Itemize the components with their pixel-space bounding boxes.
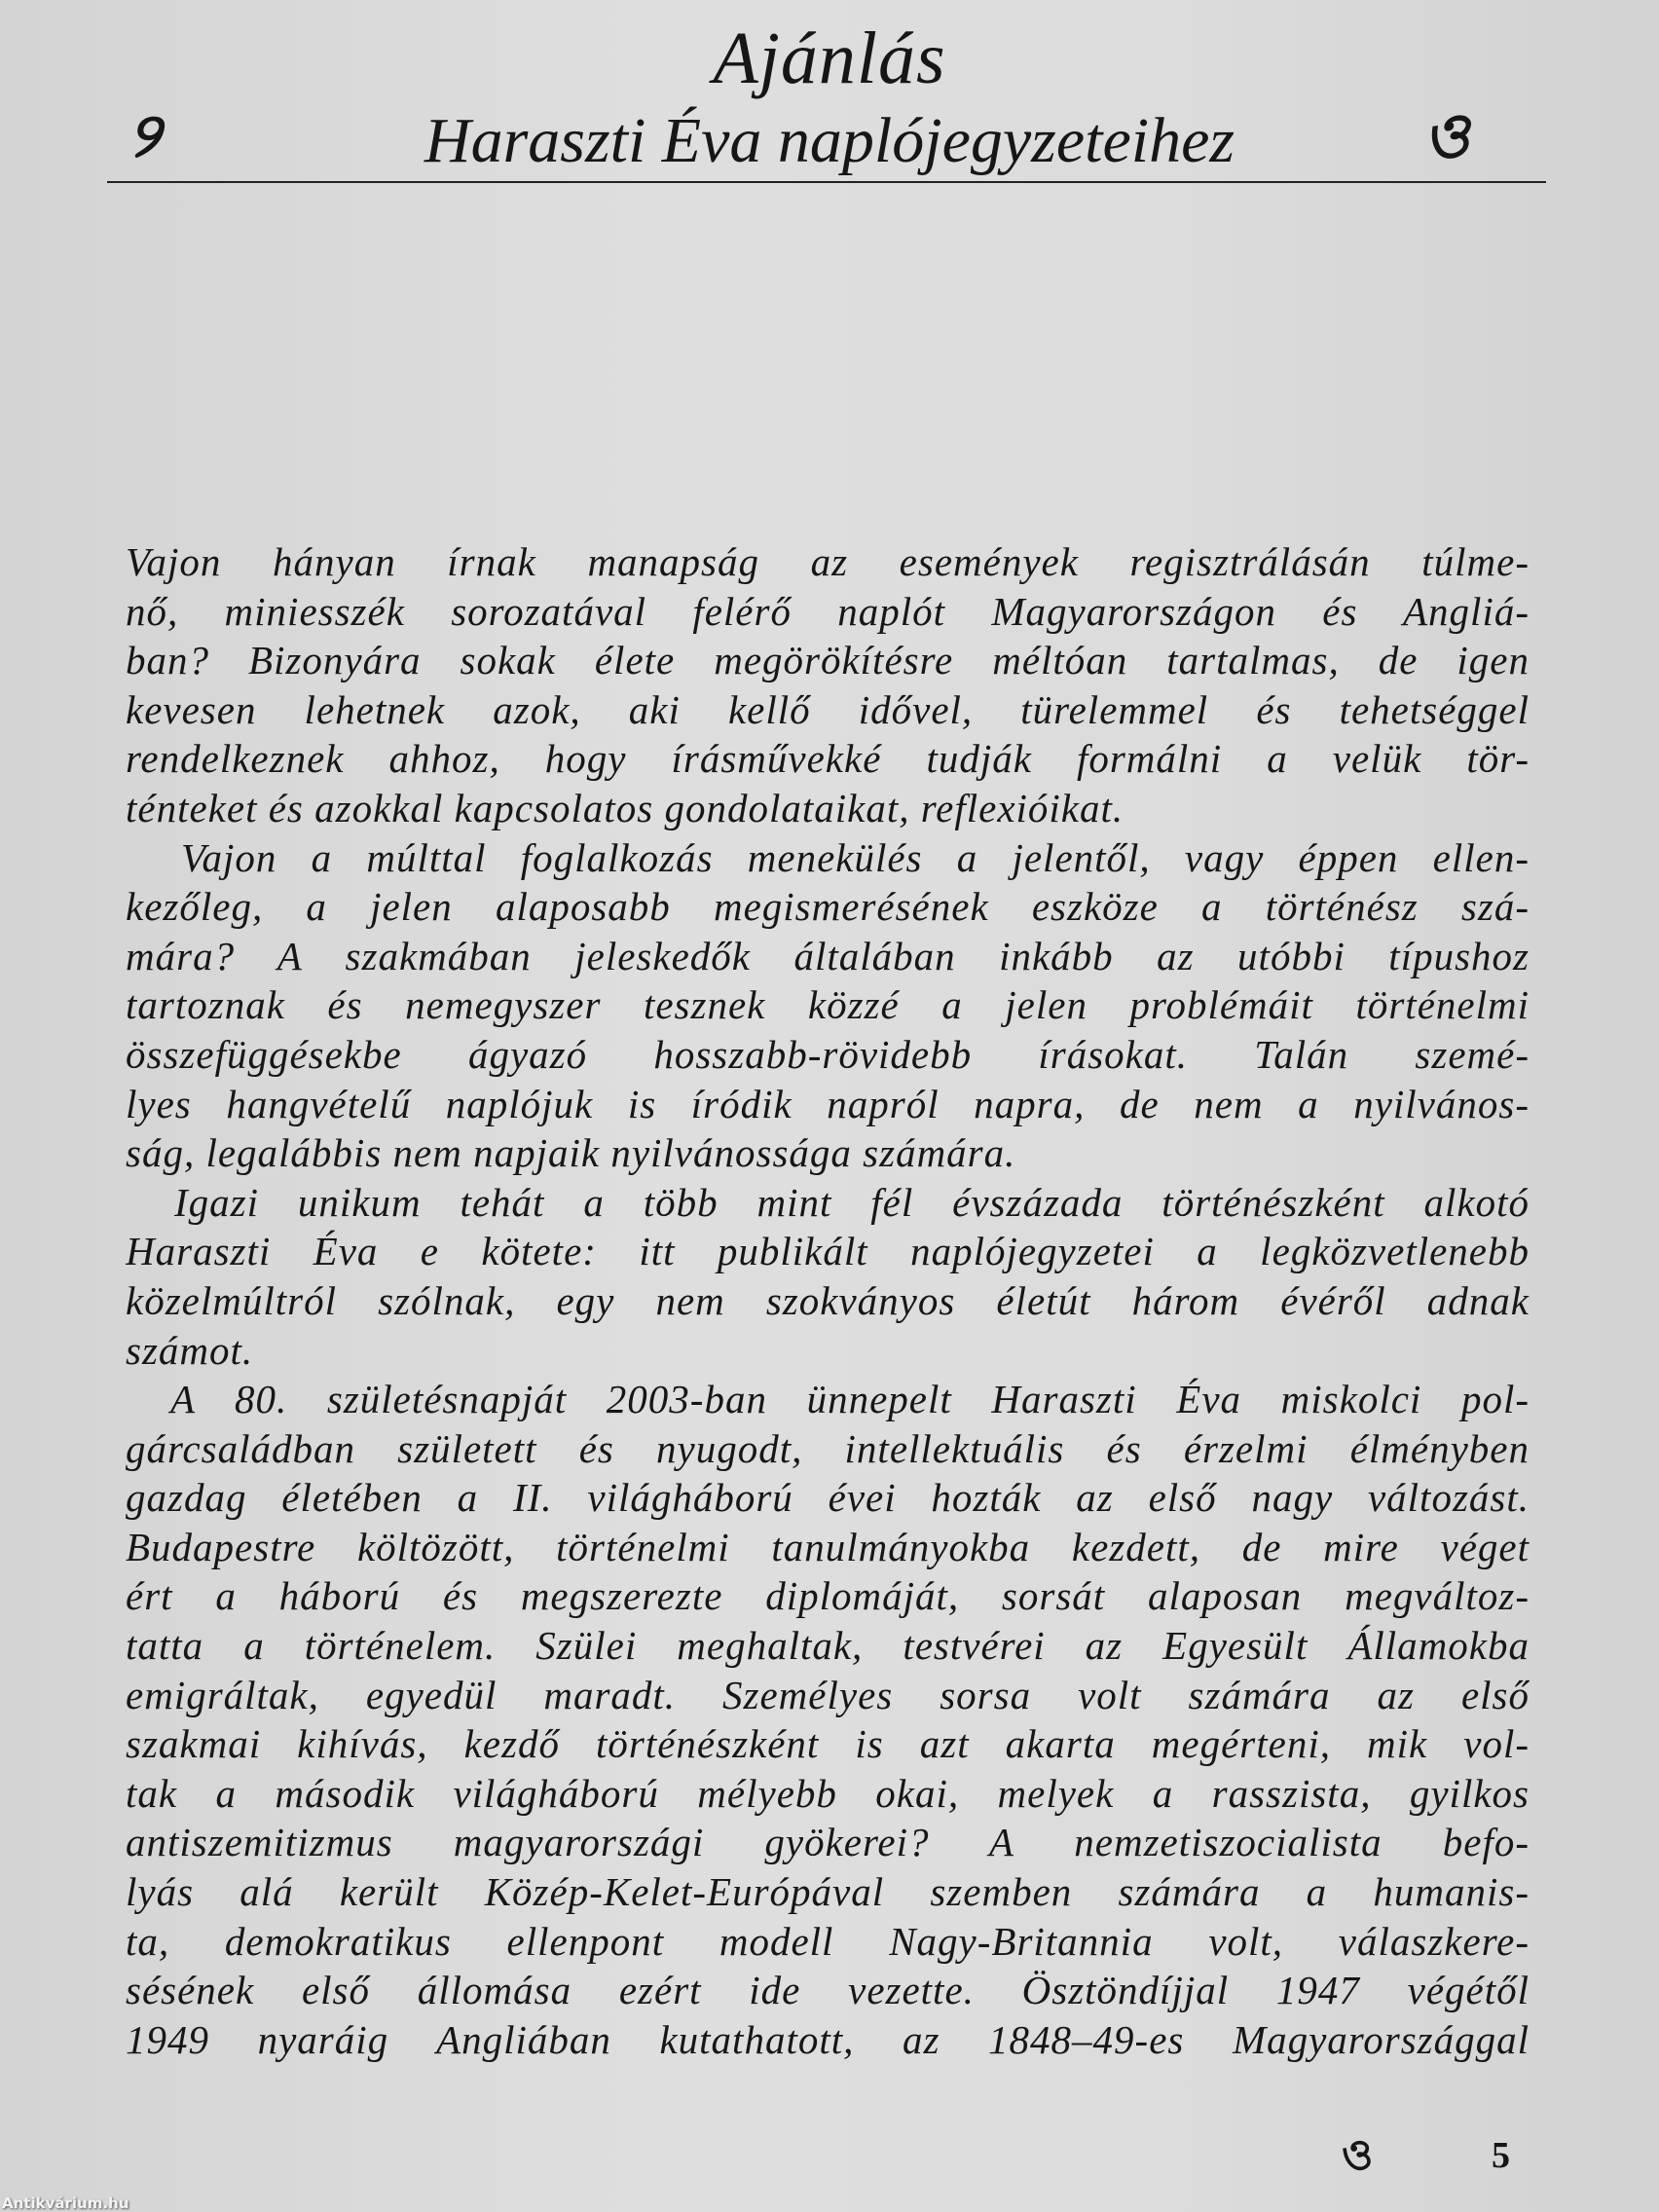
- text-line: közelmúltról szólnak, egy nem szokványos életút három évéről adnak: [126, 1277, 1530, 1323]
- body-text: [126, 537, 1530, 2064]
- text-line: tak a második világháború mélyebb okai, melyek a rasszista, gyilkos: [126, 1770, 1530, 1816]
- footer-ornament-icon: ও: [1342, 2131, 1374, 2179]
- text-line: emigráltak, egyedül maradt. Személyes sorsa volt számára az első: [126, 1672, 1530, 1717]
- watermark: Antikvárium.hu: [2, 2194, 129, 2212]
- text-line: Vajon a múlttal foglalkozás menekülés a jelentől, vagy éppen ellen-: [181, 834, 1530, 880]
- text-line: ért a háború és megszerezte diplomáját, sorsát alaposan megváltoz-: [126, 1573, 1530, 1619]
- text-line: kevesen lehetnek azok, aki kellő idővel, türelemmel és tehetséggel: [126, 686, 1530, 732]
- text-line: lyás alá került Közép-Kelet-Európával szemben számára a humanis-: [126, 1869, 1530, 1915]
- paragraph: [126, 1375, 1530, 2064]
- paragraph: [126, 537, 1530, 833]
- page-title: Ajánlás: [713, 18, 946, 99]
- text-line: összefüggésekbe ágyazó hosszabb-rövidebb írásokat. Talán szemé-: [126, 1031, 1530, 1077]
- text-line: szakmai kihívás, kezdő történészként is azt akarta megérteni, mik vol-: [126, 1721, 1530, 1767]
- text-line: ténteket és azokkal kapcsolatos gondolataikat, reflexióikat.: [126, 785, 1124, 830]
- text-line: kezőleg, a jelen alaposabb megismerésének eszköze a történész szá-: [126, 884, 1530, 930]
- text-line: Budapestre költözött, történelmi tanulmányokba kezdett, de mire véget: [126, 1524, 1530, 1569]
- ornament-right-icon: ও: [1423, 101, 1470, 170]
- text-line: rendelkeznek ahhoz, hogy írásművekké tudják formálni a velük tör-: [126, 736, 1530, 782]
- text-line: antiszemitizmus magyarországi gyökerei? A nemzetiszocialista befo-: [126, 1820, 1530, 1865]
- text-line: A 80. születésnapját 2003-ban ünnepelt Haraszti Éva miskolci pol-: [170, 1377, 1530, 1422]
- paragraph: [126, 1178, 1530, 1375]
- title-rule: [107, 181, 1546, 183]
- text-line: gárcsaládban született és nyugodt, intellektuális és érzelmi élményben: [126, 1425, 1530, 1471]
- text-line: lyes hangvételű naplójuk is íródik napról napra, de nem a nyilvános-: [126, 1081, 1530, 1126]
- text-line: 1949 nyaráig Angliában kutathatott, az 1848–49-es Magyarországgal: [126, 2016, 1530, 2062]
- text-line: Vajon hányan írnak manapság az események regisztrálásán túlme-: [126, 539, 1530, 584]
- text-line: ta, demokratikus ellenpont modell Nagy-Britannia volt, válaszkere-: [126, 1918, 1530, 1964]
- text-line: ban? Bizonyára sokak élete megörökítésre méltóan tartalmas, de igen: [126, 638, 1530, 683]
- page-number: 5: [1492, 2135, 1510, 2176]
- text-line: Igazi unikum tehát a több mint fél évszázada történészként alkotó: [174, 1179, 1530, 1225]
- text-line: sésének első állomása ezért ide vezette. Ösztöndíjjal 1947 végétől: [126, 1968, 1530, 2013]
- text-line: mára? A szakmában jeleskedők általában inkább az utóbbi típushoz: [126, 933, 1530, 978]
- text-line: gazdag életében a II. világháború évei hozták az első nagy változást.: [126, 1475, 1530, 1521]
- text-line: ság, legalábbis nem napjaik nyilvánossága számára.: [126, 1130, 1016, 1176]
- page-subtitle: Haraszti Éva naplójegyzeteihez: [424, 105, 1235, 176]
- text-line: számot.: [126, 1327, 254, 1373]
- text-line: tartoznak és nemegyszer tesznek közzé a jelen problémáit történelmi: [126, 982, 1530, 1028]
- text-line: Haraszti Éva e kötete: itt publikált naplójegyzetei a legközvetlenebb: [126, 1229, 1530, 1274]
- paragraph: [126, 833, 1530, 1178]
- text-line: tatta a történelem. Szülei meghaltak, testvérei az Egyesült Államokba: [126, 1623, 1530, 1669]
- text-line: nő, miniesszék sorozatával felérő naplót Magyarországon és Angliá-: [126, 588, 1530, 634]
- ornament-left-icon: ୨: [129, 101, 160, 170]
